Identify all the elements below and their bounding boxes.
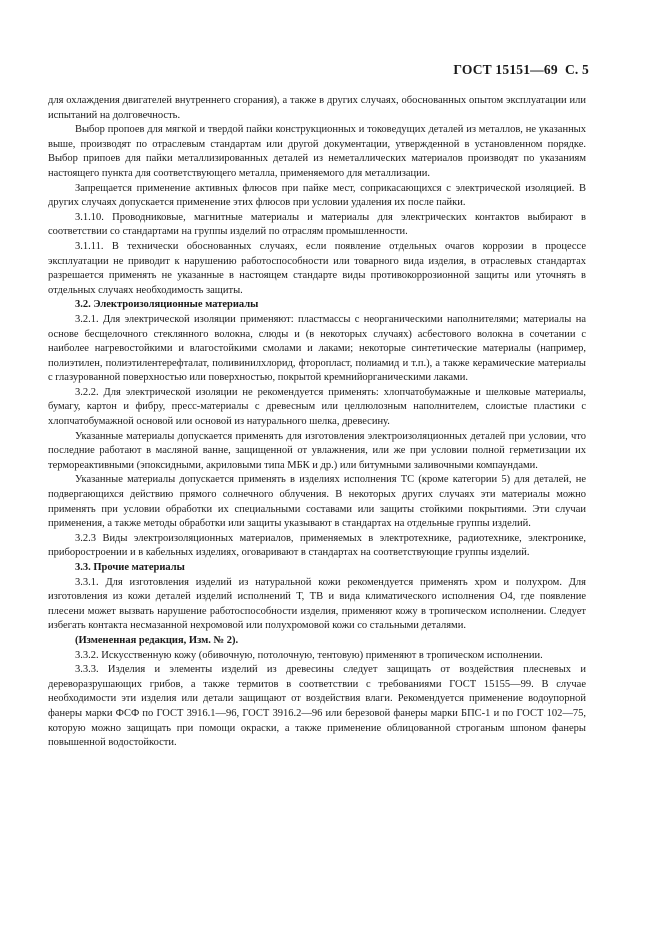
paragraph: 3.2.3 Виды электроизоляционных материалов, применяемых в электротехнике, радиотехнике, электронике, приборостроении и в кабельных изделиях, оговаривают в стандартах на соответствующие группы изделий. [48,532,586,559]
section-heading: 3.2. Электроизоляционные материалы [75,299,259,311]
paragraph: 3.2.2. Для электрической изоляции не рекомендуется применять: хлопчатобумажные и шелковые материалы, бумагу, картон и фибру, пресс-материалы с древесным или целлюлозным наполнителем, слоистые пластики с хлопчатобумажной основой или основой из натурального шелка, древесину. [48,386,586,428]
document-body [48,94,586,751]
paragraph: Указанные материалы допускается применять для изготовления электроизоляционных деталей при условии, что последние работают в масляной ванне, защищенной от увлажнения, или же при условии полной герметизации их термореактивными (эпоксидными, акриловыми типа МБК и др.) или битумными заливочными компаундами. [48,430,586,471]
paragraph: Выбор пропоев для мягкой и твердой пайки конструкционных и токоведущих деталей из металлов, не указанных выше, производят по отраслевым стандартам или другой документации, утвержденной в установленном порядке. Выбор припоев для пайки металлизированных деталей из неметаллических материалов производят по указаниям настоящего пункта для соответствующего металла, применяемого для металлизации. [48,124,586,179]
standard-number: ГОСТ 15151—69 [453,62,558,77]
paragraph: Указанные материалы допускается применять в изделиях исполнения ТС (кроме категории 5) для деталей, не подвергающихся действию прямого солнечного облучения. В некоторых других случаях эти материалы можно применять при условии обработки их специальными составами или защиты стойкими покрытиями. Эти случаи применения, а также методы обработки или защиты указывают в стандартах на отдельные группы изделий. [48,474,586,530]
page-header [453,62,589,78]
paragraph: 3.3.2. Искусственную кожу (обивочную, потолочную, тентовую) применяют в тропическом исполнении. [75,649,543,661]
paragraph: для охлаждения двигателей внутреннего сгорания), а также в других случаях, обоснованных опытом эксплуатации или испытаний на долговечность. [48,95,586,121]
section-heading: 3.3. Прочие материалы [75,562,185,573]
paragraph: 3.3.3. Изделия и элементы изделий из древесины следует защищать от воздействия плесневых и дереворазрушающих грибов, а также термитов в соответствии с требованиями ГОСТ 15155—99. В случае необходимости эти изделия или детали защищают от воздействия влаги. Рекомендуется применение водоупорной фанеры марки ФСФ по ГОСТ 3916.1—96, ГОСТ 3916.2—96 или березовой фанеры марки БПС-1 и по ГОСТ 102—75, которую можно защищать при помощи окраски, а также применение облицованной строганым шпоном фанеры повышенной водостойкости. [48,664,586,749]
paragraph: 3.3.1. Для изготовления изделий из натуральной кожи рекомендуется применять хром и полухром. Для изготовления из кожи деталей изделий исполнений Т, ТВ и вида климатического исполнения О4, где появление плесени может вызвать нарушение работоспособности изделия, применяют кожу в тропическом исполнении. Следует избегать контакта несмазанной нехромовой или полухромовой кожи со стальными деталями. [48,576,586,632]
paragraph: Запрещается применение активных флюсов при пайке мест, соприкасающихся с электрической изоляцией. В других случаях допускается применение этих флюсов при условии удаления их после пайки. [48,182,586,209]
paragraph: 3.2.1. Для электрической изоляции применяют: пластмассы с неорганическими наполнителями; материалы на основе бесщелочного стеклянного волокна, слюды и (в некоторых случаях) асбестового волокна в сочетании с наиболее нагревостойкими и влагостойкими смолами и лаками; некоторые синтетические материалы (например, полиэтилен, полиэтилентерефталат, поливинилхлорид, фторопласт, полиамид и т.п.), а также керамические материалы с глазурованной поверхностью или поверхностью, покрытой кремнийорганическими лаками. [48,313,586,384]
edition-note: (Измененная редакция, Изм. № 2). [75,634,239,646]
paragraph: 3.1.10. Проводниковые, магнитные материалы и материалы для электрических контактов выбирают в соответствии со стандартами на группы изделий по отраслям промышленности. [48,211,586,238]
page-number: С. 5 [564,62,589,77]
paragraph: 3.1.11. В технически обоснованных случаях, если появление отдельных очагов коррозии в процессе эксплуатации не приводит к нарушению работоспособности или товарного вида изделия, в отраслевых стандартах разрешается применять не указанные в настоящем стандарте виды противокоррозионной защиты или уточнять в отдельных случаях необходимость защиты. [48,240,586,296]
